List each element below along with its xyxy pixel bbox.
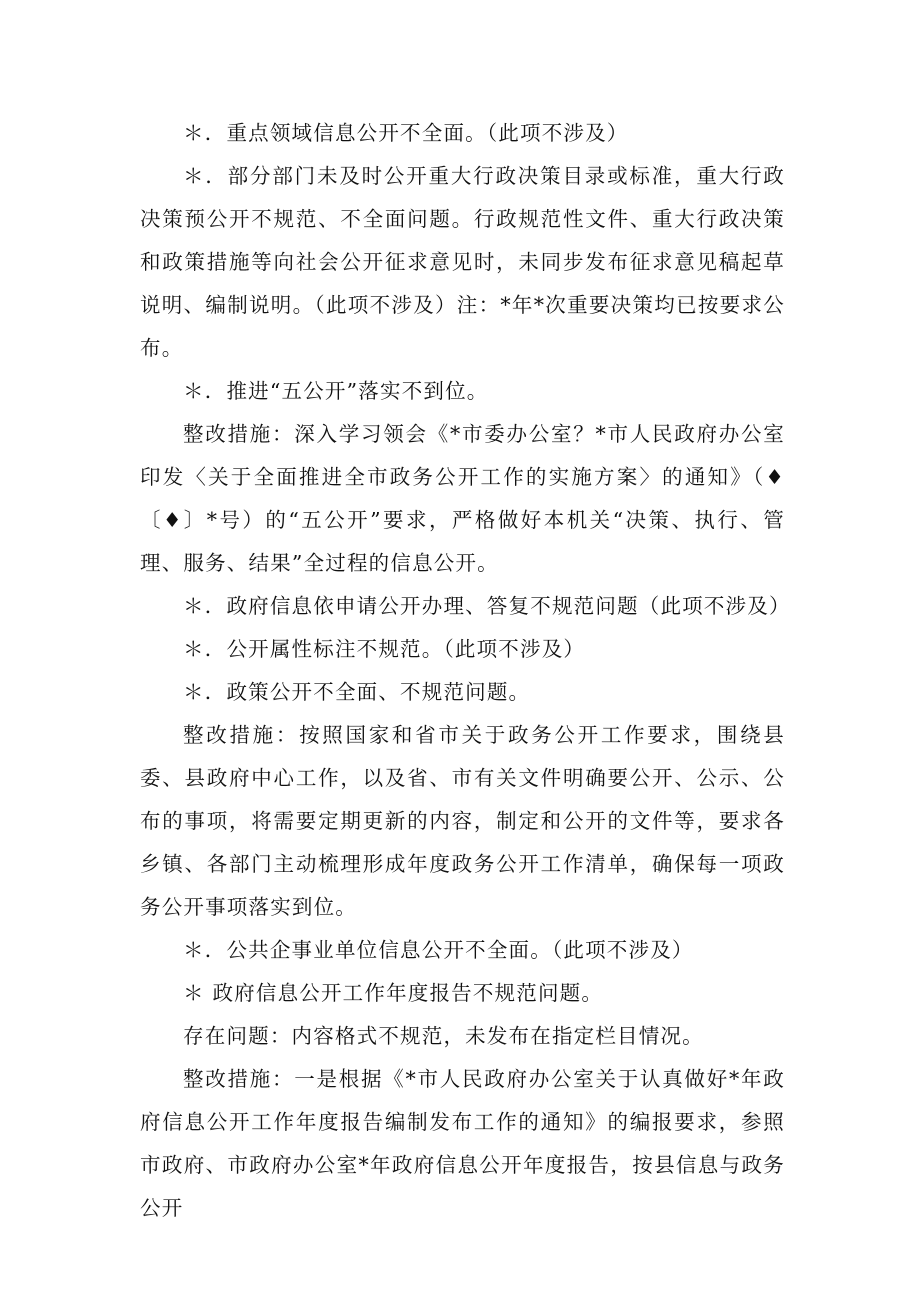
document-body <box>140 112 791 1230</box>
paragraph-public-enterprises: ＊．公共企事业单位信息公开不全面。（此项不涉及） <box>183 938 694 962</box>
paragraph-policy-disclosure: ＊．政策公开不全面、不规范问题。 <box>183 680 531 704</box>
paragraph-existing-problems: 存在问题：内容格式不规范，未发布在指定栏目情况。 <box>183 1024 704 1048</box>
paragraph-attribute-labeling: ＊．公开属性标注不规范。（此项不涉及） <box>183 637 586 661</box>
paragraph-rectification-five-publicities: 整改措施：深入学习领会《*市委办公室？*市人民政府办公室印发〈关于全面推进全市政务公开工作的实施方案〉的通知》（♦〔♦〕*号）的“五公开”要求，严格做好本机关“决策、执行、管理、服务、结果”全过程的信息公开。 <box>140 422 785 575</box>
paragraph-key-areas: ＊．重点领域信息公开不全面。（此项不涉及） <box>183 121 629 145</box>
paragraph-rectification-policy: 整改措施：按照国家和省市关于政务公开工作要求，围绕县委、县政府中心工作，以及省、市有关文件明确要公开、公示、公布的事项，将需要定期更新的内容，制定和公开的文件等，要求各乡镇、各部门主动梳理形成年度政务公开工作清单，确保每一项政务公开事项落实到位。 <box>140 723 785 919</box>
paragraph-major-decisions: ＊．部分部门未及时公开重大行政决策目录或标准，重大行政决策预公开不规范、不全面问题。行政规范性文件、重大行政决策和政策措施等向社会公开征求意见时，未同步发布征求意见稿起草说明、编制说明。（此项不涉及）注：*年*次重要决策均已按要求公布。 <box>140 164 785 360</box>
paragraph-application-disclosure: ＊．政府信息依申请公开办理、答复不规范问题（此项不涉及） <box>183 594 791 618</box>
paragraph-annual-report: ＊ 政府信息公开工作年度报告不规范问题。 <box>183 981 604 1005</box>
paragraph-five-publicities: ＊．推进“五公开”落实不到位。 <box>183 379 489 403</box>
paragraph-rectification-annual-report: 整改措施：一是根据《*市人民政府办公室关于认真做好*年政府信息公开工作年度报告编制发布工作的通知》的编报要求，参照市政府、市政府办公室*年政府信息公开年度报告，按县信息与政务公开 <box>140 1067 785 1220</box>
